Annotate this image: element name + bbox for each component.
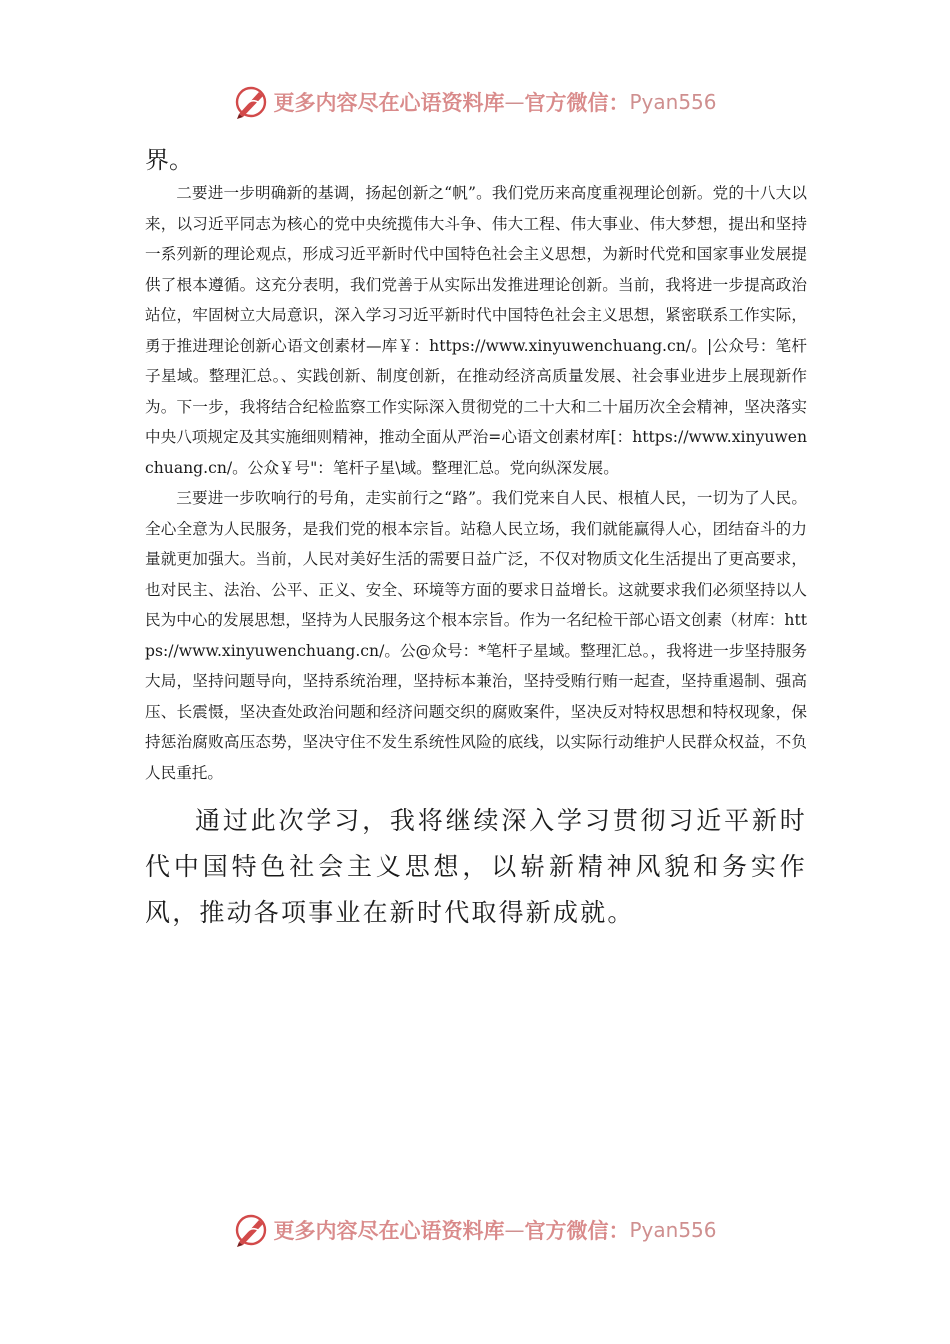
pen-logo-icon [233,84,269,120]
footer-watermark [0,1208,950,1252]
watermark-wechat-label: 官方微信： [524,1218,630,1243]
watermark-wechat-label: 官方微信： [524,90,630,115]
watermark-brand: 更多内容尽在心语资料库 [273,90,505,115]
closing-paragraph: 通过此次学习，我将继续深入学习贯彻习近平新时代中国特色社会主义思想，以崭新精神风貌和务实作风，推动各项事业在新时代取得新成就。 [145,806,807,927]
paragraph-third: 三要进一步吹响行的号角，走实前行之“路”。我们党来自人民、根植人民，一切为了人民。全心全意为人民服务，是我们党的根本宗旨。站稳人民立场，我们就能赢得人心，团结奋斗的力量就更加强大。当前，人民对美好生活的需要日益广泛，不仅对物质文化生活提出了更高要求，也对民主、法治、公平、正义、安全、环境等方面的要求日益增长。这就要求我们必须坚持以人民为中心的发展思想，坚持为人民服务这个根本宗旨。作为一名纪检干部心语文创素（材库：https://www.xinyuwenchuang.cn/。公@众号：*笔杆子星域。整理汇总。，我将进一步坚持服务大局，坚持问题导向，坚持系统治理，坚持标本兼治，坚持受贿行贿一起查，坚持重遏制、强高压、长震慑，坚决查处政治问题和经济问题交织的腐败案件，坚决反对特权思想和特权现象，保持惩治腐败高压态势，坚决守住不发生系统性风险的底线，以实际行动维护人民群众权益，不负人民重托。 [145,489,807,782]
lead-fragment: 界。 [145,146,193,174]
watermark-dash: — [504,90,525,114]
watermark-wechat-id: Pyan556 [629,1218,717,1242]
document-body [145,142,807,936]
paragraph-second: 二要进一步明确新的基调，扬起创新之“帆”。我们党历来高度重视理论创新。党的十八大以来，以习近平同志为核心的党中央统揽伟大斗争、伟大工程、伟大事业、伟大梦想，提出和坚持一系列新的理论观点，形成习近平新时代中国特色社会主义思想，为新时代党和国家事业发展提供了根本遵循。这充分表明，我们党善于从实际出发推进理论创新。当前，我将进一步提高政治站位，牢固树立大局意识，深入学习习近平新时代中国特色社会主义思想，紧密联系工作实际，勇于推进理论创新心语文创素材—库￥：https://www.xinyuwenchuang.cn/。|公众号：笔杆子星域。整理汇总。、实践创新、制度创新，在推动经济高质量发展、社会事业进步上展现新作为。下一步，我将结合纪检监察工作实际深入贯彻党的二十大和二十届历次全会精神，坚决落实中央八项规定及其实施细则精神，推动全面从严治=心语文创素材库[：https://www.xinyuwenchuang.cn/。公众￥号"：笔杆子星\域。整理汇总。党向纵深发展。 [145,184,807,477]
watermark-wechat-id: Pyan556 [629,90,717,114]
pen-logo-icon [233,1212,269,1248]
watermark-brand: 更多内容尽在心语资料库 [273,1218,505,1243]
header-watermark [0,80,950,124]
watermark-dash: — [504,1218,525,1242]
